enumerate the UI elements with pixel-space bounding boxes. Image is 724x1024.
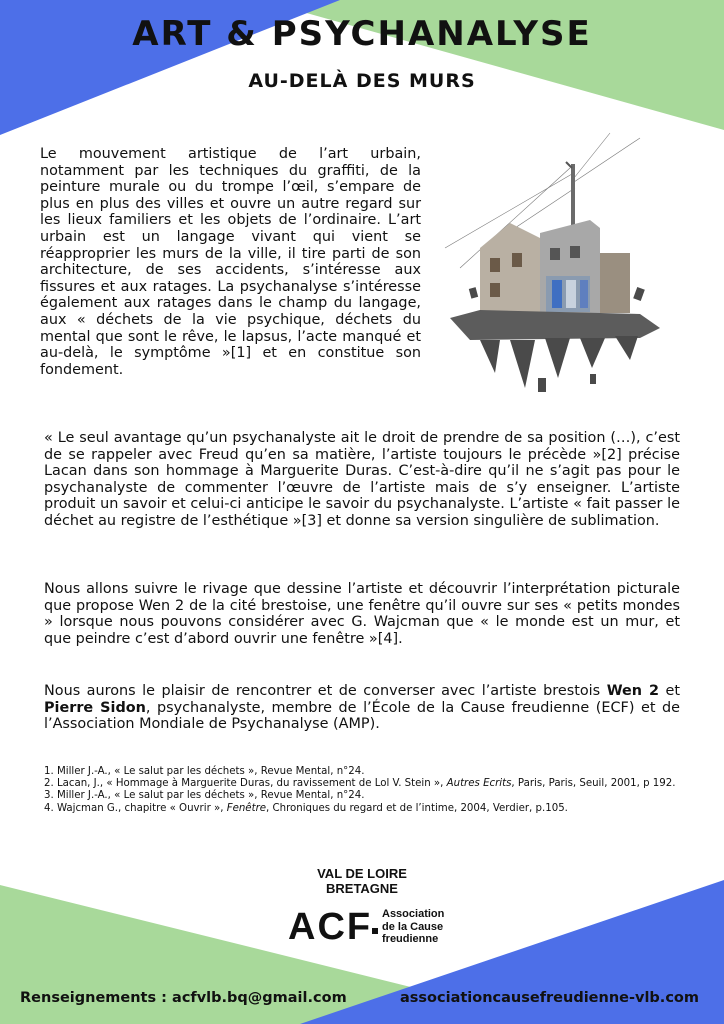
footnote-2-title: Autres Ecrits [446,778,512,790]
guests-intro-text: Nous aurons le plaisir de rencontrer et de converser avec l’artiste brestois [44,683,607,699]
guests-and-text: et [659,683,680,699]
footnote-2-text-a: 2. Lacan, J., « Hommage à Marguerite Duras, du ravissement de Lol V. Stein », [44,778,447,790]
website-link[interactable]: associationcausefreudienne-vlb.com [400,990,699,1006]
page-title: ART & PSYCHANALYSE [132,14,592,54]
footnote-2 [44,778,684,790]
acf-logo [288,904,448,950]
footnote-4-text-a: 4. Wajcman G., chapitre « Ouvrir », [44,802,227,814]
footnotes-list [44,766,684,815]
acf-name-line-3: freudienne [382,933,439,945]
footnote-4-text-b: , Chroniques du regard et de l’intime, 2004, Verdier, p.105. [266,802,568,814]
page-subtitle: AU-DELÀ DES MURS [248,70,476,92]
contact-label: Renseignements [20,990,157,1006]
organizer-region [300,866,424,896]
acf-logo-letters: ACF [288,906,373,948]
acf-name-line-1: Association [382,908,445,920]
artist-name: Wen 2 [606,683,659,699]
contact-separator: : [156,990,173,1006]
floating-building-illustration [440,128,670,403]
street-slab-icon [450,310,660,340]
wen2-paragraph: Nous allons suivre le rivage que dessine l’artiste et découvrir l’interprétation picturale que propose Wen 2 de la cité brestoise, une fenêtre qu’il ouvre sur ses « petits mondes » lorsque nous pouvons considérer avec G. Wajcman que « le monde est un mur, et que peindre c’est d’abord ouvrir une fenêtre »[4]. [44,581,680,647]
acf-name-line-2: de la Cause [382,920,444,933]
guest-name: Pierre Sidon [44,699,146,716]
acf-logo-name [382,908,444,946]
contact-info [20,990,347,1006]
footnote-3: 3. Miller J.-A., « Le salut par les déchets », Revue Mental, n°24. [44,790,365,802]
acf-logo-dot-icon [372,928,378,934]
building-icon [480,220,630,313]
footnote-4-title: Fenêtre [226,802,267,814]
guests-end-text: , psychanalyste, membre de l’École de la Cause freudienne (ECF) et de l’Association Mondiale de Psychanalyse (AMP). [44,699,680,733]
lacan-paragraph: « Le seul avantage qu’un psychanalyste ait le droit de prendre de sa position (…), c’est de se rappeler avec Freud qu’en sa matière, l’artiste toujours le précède »[2] précise Lacan dans son hommage à Marguerite Duras. C’est-à-dire qu’il ne s’agit pas pour le psychanalyste de commenter l’œuvre de l’artiste mais de s’y enseigner. L’artiste produit un savoir et celui-ci anticipe le savoir du psychanalyste. L’artiste « fait passer le déchet au registre de l’esthétique »[3] et donne sa version singulière de sublimation. [44,430,680,529]
region-line-1: VAL DE LOIRE [317,866,407,881]
footnote-1: 1. Miller J.-A., « Le salut par les déchets », Revue Mental, n°24. [44,766,365,777]
footnote-2-text-b: , Paris, Paris, Seuil, 2001, p 192. [511,778,676,790]
region-line-2: BRETAGNE [326,881,398,896]
intro-paragraph: Le mouvement artistique de l’art urbain, notamment par les techniques du graffiti, de la peinture murale ou du trompe l’œil, s’empare de plus en plus des villes et ouvre un autre regard sur les lieux familiers et les objets de l’ordinaire. L’art urbain est un langage vivant qui vient se réapproprier les murs de la ville, il tire parti de son architecture, de ses accidents, s’intéresse aux fissures et aux ratages. La psychanalyse s’intéresse également aux ratages dans le champ du langage, aux « déchets de la vie psychique, déchets du mental que sont le rêve, le lapsus, l’acte manqué et au-delà, le symptôme »[1] et en constitue son fondement. [40,146,421,378]
footnote-4 [44,803,684,815]
contact-email-link[interactable]: acfvlb.bq@gmail.com [172,990,347,1006]
guests-paragraph [44,683,680,733]
